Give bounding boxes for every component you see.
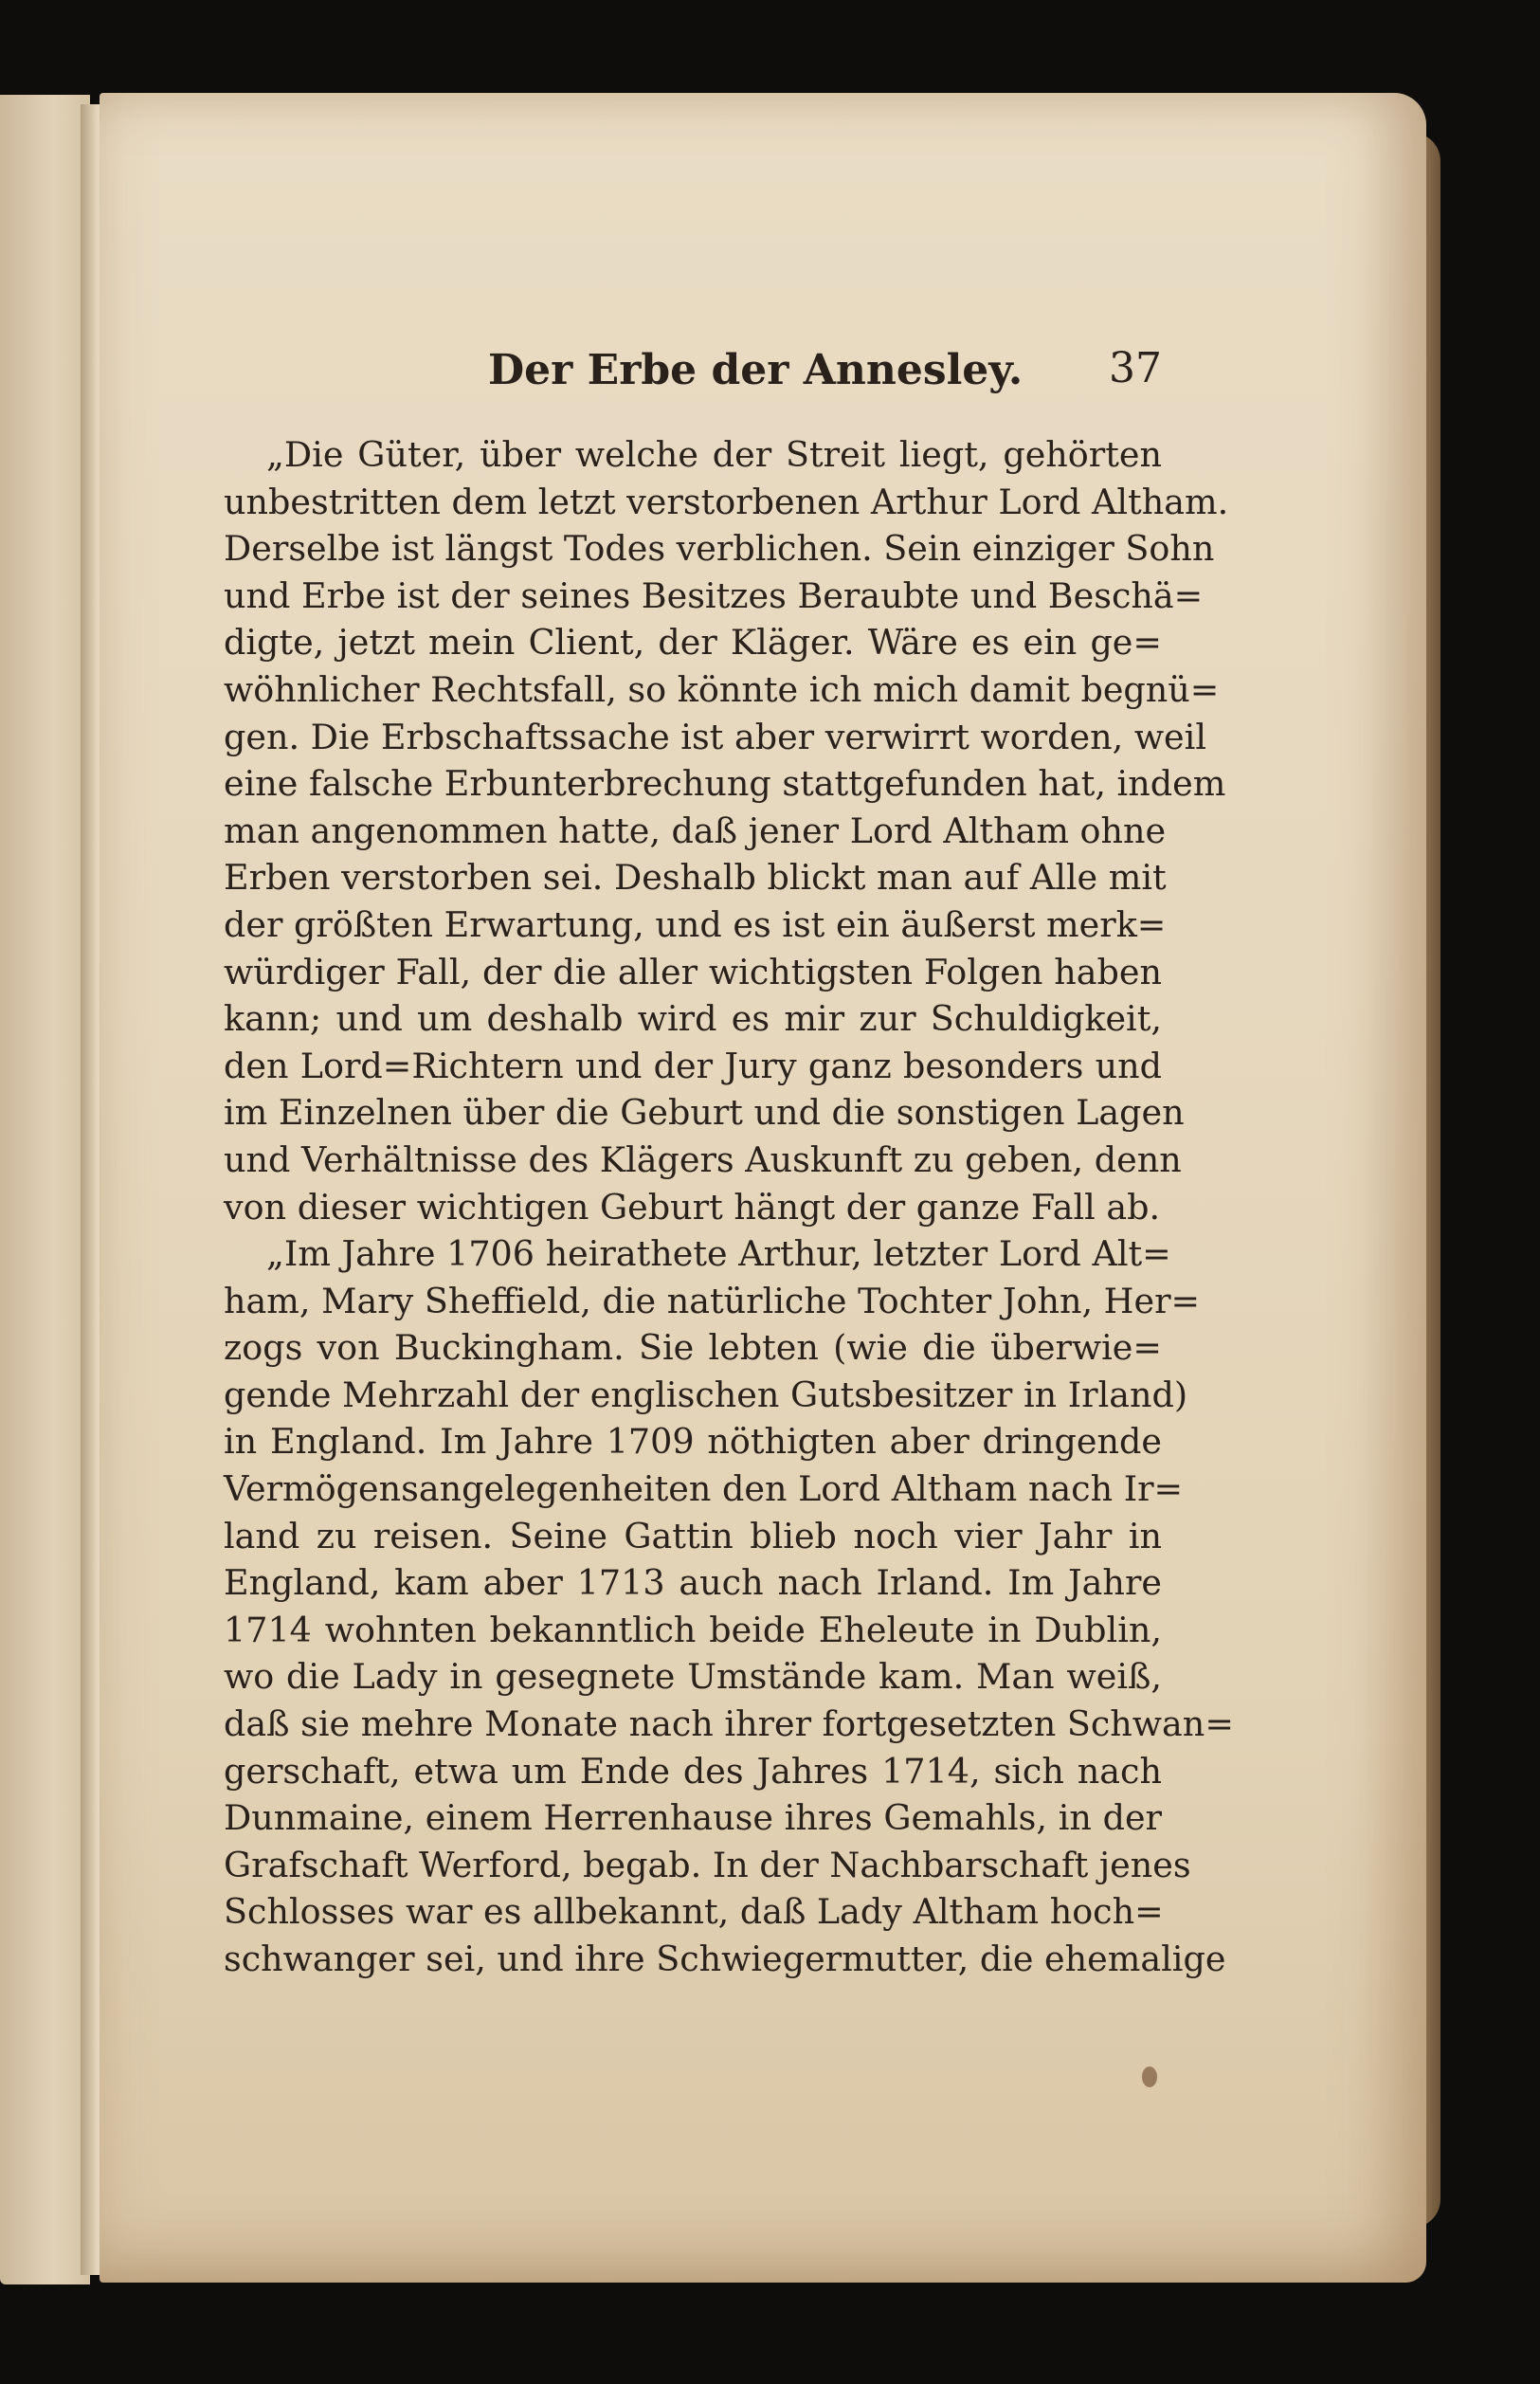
body-text: [224, 431, 1234, 1983]
text-line: im Einzelnen über die Geburt und die sonstigen Lagen: [224, 1092, 1185, 1134]
text-line: daß sie mehre Monate nach ihrer fortgesetzten Schwan=: [224, 1703, 1234, 1745]
text-line: Dunmaine, einem Herrenhause ihres Gemahls, in der: [224, 1797, 1162, 1839]
text-line: in England. Im Jahre 1709 nöthigten aber dringende: [224, 1421, 1162, 1463]
text-line: Vermögensangelegenheiten den Lord Altham nach Ir=: [224, 1468, 1184, 1510]
text-line: Grafschaft Werford, begab. In der Nachbarschaft jenes: [224, 1844, 1191, 1885]
text-line: und Verhältnisse des Klägers Auskunft zu geben, denn: [224, 1138, 1182, 1180]
text-line: den Lord=Richtern und der Jury ganz besonders und: [224, 1045, 1162, 1086]
text-line: Erben verstorben sei. Deshalb blickt man auf Alle mit: [224, 857, 1167, 899]
text-line: wo die Lady in gesegnete Umstände kam. Man weiß,: [224, 1656, 1162, 1698]
text-line: der größten Erwartung, und es ist ein äußerst merk=: [224, 903, 1167, 945]
text-line: unbestritten dem letzt verstorbenen Arthur Lord Altham.: [224, 481, 1229, 522]
text-line: 1714 wohnten bekanntlich beide Eheleute in Dublin,: [224, 1609, 1162, 1650]
text-line: Derselbe ist längst Todes verblichen. Sein einziger Sohn: [224, 528, 1215, 570]
text-line: man angenommen hatte, daß jener Lord Altham ohne: [224, 810, 1167, 851]
text-line: digte, jetzt mein Client, der Kläger. Wäre es ein ge=: [224, 622, 1162, 664]
text-line: gen. Die Erbschaftssache ist aber verwirrt worden, weil: [224, 716, 1207, 757]
page-number: 37: [1109, 344, 1162, 392]
ink-stain: [1142, 2066, 1157, 2087]
text-line: England, kam aber 1713 auch nach Irland. Im Jahre: [224, 1562, 1162, 1604]
text-line: „Im Jahre 1706 heirathete Arthur, letzter Lord Alt=: [266, 1233, 1171, 1275]
text-line: ham, Mary Sheffield, die natürliche Tochter John, Her=: [224, 1280, 1201, 1321]
text-line: zogs von Buckingham. Sie lebten (wie die überwie=: [224, 1327, 1162, 1369]
running-title: Der Erbe der Annesley.: [488, 346, 1024, 394]
text-line: gende Mehrzahl der englischen Gutsbesitzer in Irland): [224, 1374, 1188, 1415]
text-line: von dieser wichtigen Geburt hängt der ganze Fall ab.: [224, 1186, 1161, 1228]
text-line: gerschaft, etwa um Ende des Jahres 1714, sich nach: [224, 1750, 1162, 1792]
text-line: und Erbe ist der seines Besitzes Beraubte und Beschä=: [224, 574, 1204, 616]
text-line: wöhnlicher Rechtsfall, so könnte ich mich damit begnü=: [224, 668, 1220, 710]
text-line: würdiger Fall, der die aller wichtigsten Folgen haben: [224, 951, 1162, 992]
facing-page-edge: [0, 95, 90, 2284]
text-line: eine falsche Erbunterbrechung stattgefunden hat, indem: [224, 763, 1226, 805]
text-line: kann; und um deshalb wird es mir zur Schuldigkeit,: [224, 998, 1162, 1040]
text-line: „Die Güter, über welche der Streit liegt, gehörten: [266, 434, 1162, 475]
text-line: land zu reisen. Seine Gattin blieb noch vier Jahr in: [224, 1515, 1162, 1556]
text-line: Schlosses war es allbekannt, daß Lady Altham hoch=: [224, 1891, 1164, 1933]
text-line: schwanger sei, und ihre Schwiegermutter, die ehemalige: [224, 1938, 1226, 1979]
